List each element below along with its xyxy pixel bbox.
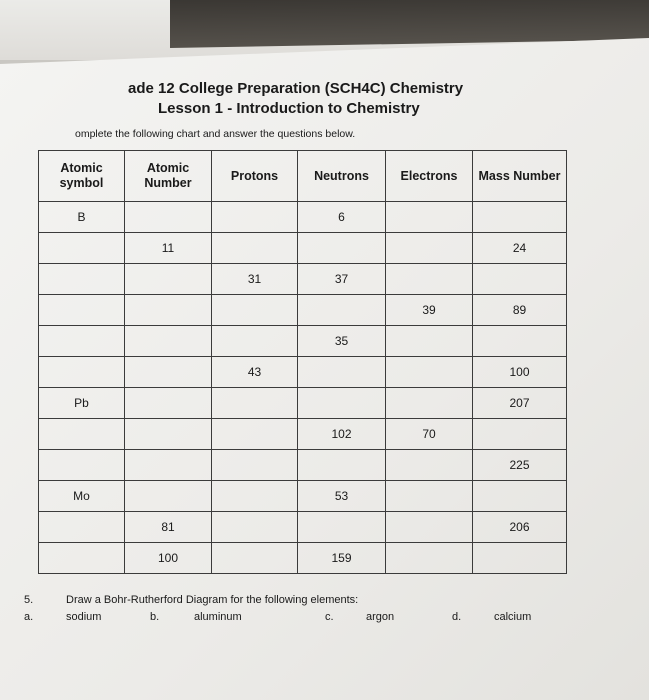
item-element-a: sodium [66, 611, 102, 623]
table-row [39, 450, 567, 481]
table-header-row [39, 151, 567, 202]
item-label-c: c. [325, 611, 334, 623]
table-cell [473, 326, 567, 357]
table-cell [298, 450, 386, 481]
table-cell [386, 481, 473, 512]
table-cell [473, 481, 567, 512]
table-cell [39, 512, 125, 543]
table-cell [125, 388, 212, 419]
table-cell [212, 543, 298, 574]
table-cell: 53 [298, 481, 386, 512]
table-cell [473, 264, 567, 295]
table-cell: 159 [298, 543, 386, 574]
table-row [39, 326, 567, 357]
table-row [39, 419, 567, 450]
table-cell [298, 295, 386, 326]
table-cell: 225 [473, 450, 567, 481]
table-cell [212, 450, 298, 481]
item-label-a: a. [24, 611, 34, 623]
table-cell: 37 [298, 264, 386, 295]
table-row [39, 202, 567, 233]
item-label-d: d. [452, 611, 462, 623]
table-cell: 24 [473, 233, 567, 264]
table-row [39, 543, 567, 574]
table-cell [386, 233, 473, 264]
table-cell [298, 357, 386, 388]
table-cell: 35 [298, 326, 386, 357]
table-cell: 207 [473, 388, 567, 419]
table-cell [386, 512, 473, 543]
table-cell [212, 233, 298, 264]
table-row [39, 481, 567, 512]
table-body [39, 202, 567, 574]
table-cell: 31 [212, 264, 298, 295]
question-text: Draw a Bohr-Rutherford Diagram for the following elements: [66, 594, 359, 606]
table-cell [298, 233, 386, 264]
table-row [39, 388, 567, 419]
table-row [39, 357, 567, 388]
column-header: Atomic Number [125, 151, 212, 202]
table-cell [39, 357, 125, 388]
table-row [39, 512, 567, 543]
table-cell [125, 481, 212, 512]
table-cell [125, 202, 212, 233]
table-cell: 89 [473, 295, 567, 326]
table-cell: 102 [298, 419, 386, 450]
table-cell: 100 [473, 357, 567, 388]
table-cell [212, 512, 298, 543]
table-cell [125, 357, 212, 388]
table-cell [386, 202, 473, 233]
table-cell [39, 450, 125, 481]
table-cell [212, 202, 298, 233]
item-element-b: aluminum [194, 611, 242, 623]
table-row [39, 233, 567, 264]
table-cell [386, 388, 473, 419]
table-cell [386, 543, 473, 574]
title-line-2: Lesson 1 - Introduction to Chemistry [158, 100, 420, 117]
column-header: Atomic symbol [39, 151, 125, 202]
item-element-c: argon [366, 611, 395, 623]
title-line-1: ade 12 College Preparation (SCH4C) Chemistry [128, 80, 464, 97]
table-cell: Mo [39, 481, 125, 512]
table-cell: 43 [212, 357, 298, 388]
table-cell [386, 264, 473, 295]
table-cell: 39 [386, 295, 473, 326]
table-cell [473, 419, 567, 450]
table-cell: B [39, 202, 125, 233]
table-cell [212, 295, 298, 326]
table-cell: 70 [386, 419, 473, 450]
column-header: Protons [212, 151, 298, 202]
table-cell: 100 [125, 543, 212, 574]
table-cell [386, 326, 473, 357]
table-cell [212, 326, 298, 357]
table-cell [39, 233, 125, 264]
table-cell [212, 419, 298, 450]
table-cell: 81 [125, 512, 212, 543]
table-cell [212, 388, 298, 419]
element-chart [38, 150, 567, 574]
table-cell: 11 [125, 233, 212, 264]
instructions: omplete the following chart and answer the questions below. [75, 128, 356, 140]
table-cell: Pb [39, 388, 125, 419]
table-cell [39, 326, 125, 357]
table-cell [39, 543, 125, 574]
worksheet-title [128, 80, 508, 117]
table-cell [125, 295, 212, 326]
table-cell [473, 543, 567, 574]
table-cell [125, 450, 212, 481]
column-header: Neutrons [298, 151, 386, 202]
table-cell [212, 481, 298, 512]
table-cell [473, 202, 567, 233]
table-cell [386, 357, 473, 388]
item-label-b: b. [150, 611, 160, 623]
table-cell [39, 419, 125, 450]
table-row [39, 295, 567, 326]
table-cell [125, 419, 212, 450]
background-object [170, 0, 649, 48]
table-cell [125, 326, 212, 357]
item-element-d: calcium [494, 611, 532, 623]
table-cell [386, 450, 473, 481]
table-cell [39, 264, 125, 295]
column-header: Mass Number [473, 151, 567, 202]
table-cell: 206 [473, 512, 567, 543]
table-cell [125, 264, 212, 295]
table-cell: 6 [298, 202, 386, 233]
table-row [39, 264, 567, 295]
table-cell [298, 512, 386, 543]
column-header: Electrons [386, 151, 473, 202]
table-cell [39, 295, 125, 326]
table-cell [298, 388, 386, 419]
question-number: 5. [24, 594, 34, 606]
